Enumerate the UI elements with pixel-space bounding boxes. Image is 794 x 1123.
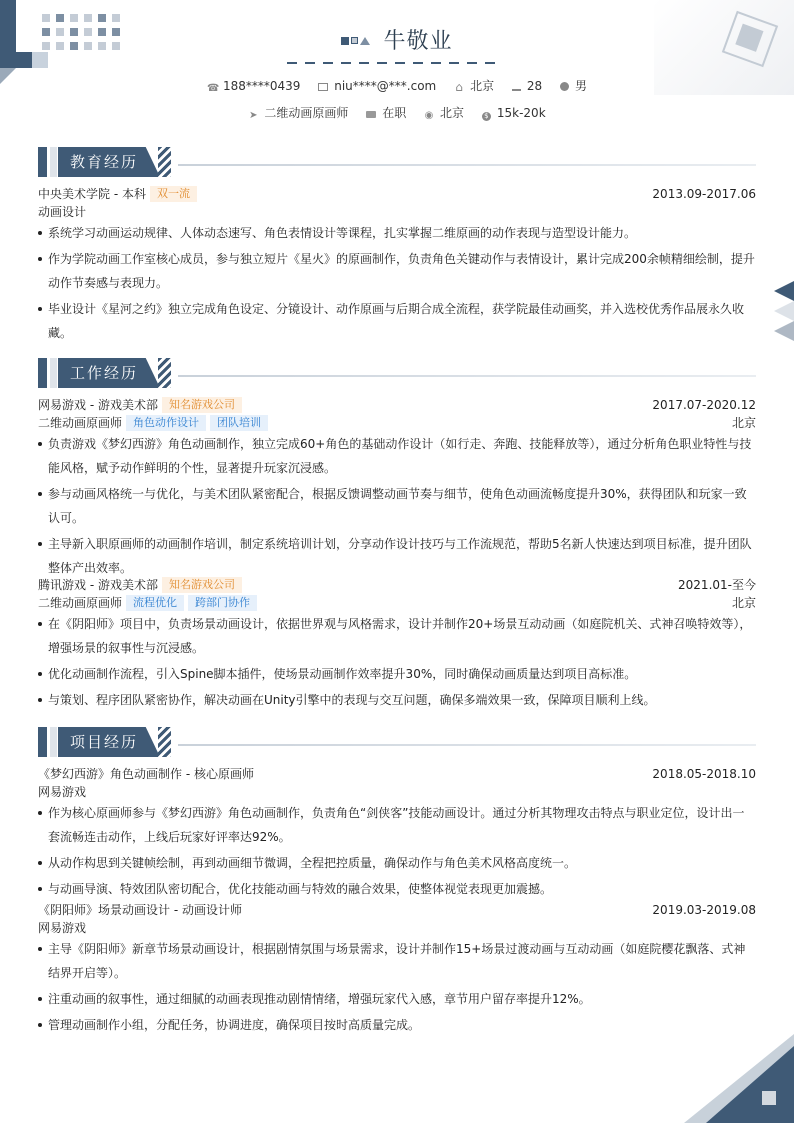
company-name: 腾讯游戏 - 游戏美术部 — [38, 578, 158, 592]
list-item: 作为核心原画师参与《梦幻西游》角色动画制作，负责角色“剑侠客”技能动画设计。通过分析其物理攻击特点与职业定位，设计出一套流畅连击动作，上线后玩家好评率达92%。 — [38, 801, 756, 849]
work-entry — [38, 397, 756, 414]
list-item: 管理动画制作小组，分配任务，协调进度，确保项目按时高质量完成。 — [38, 1013, 756, 1037]
project-title: 《阴阳师》场景动画设计 - 动画设计师 — [38, 903, 242, 917]
list-item: 主导新入职原画师的动画制作培训，制定系统培训计划，分享动作设计技巧与工作流规范，帮助5名新人快速达到项目标准，提升团队整体产出效率。 — [38, 532, 756, 580]
project-entry — [38, 766, 756, 783]
skill-tag: 跨部门协作 — [188, 595, 257, 611]
list-item: 与策划、程序团队紧密协作，解决动画在Unity引擎中的表现与交互问题，确保多端效果一致，保障项目顺利上线。 — [38, 688, 756, 712]
status-info: 在职 — [366, 104, 406, 121]
mail-icon — [318, 83, 328, 91]
job-info-row — [0, 104, 794, 121]
contact-info-row — [0, 77, 794, 94]
list-item: 优化动画制作流程，引入Spine脚本插件，使场景动画制作效率提升30%，同时确保动画质量达到项目高标准。 — [38, 662, 756, 686]
role-row — [38, 595, 756, 612]
job-role: 二维动画原画师 — [38, 596, 123, 610]
phone-info: ☎188****0439 — [207, 79, 300, 94]
project-title: 《梦幻西游》角色动画制作 - 核心原画师 — [38, 767, 254, 781]
list-item: 与动画导演、特效团队密切配合，优化技能动画与特效的融合效果，使整体视觉表现更加震撼。 — [38, 877, 756, 901]
gender-icon — [560, 82, 569, 91]
date-range: 2019.03-2019.08 — [652, 903, 756, 917]
skill-tag: 团队培训 — [210, 415, 268, 431]
home-info: ⌂ 北京 — [454, 77, 494, 94]
skill-tag: 角色动作设计 — [126, 415, 206, 431]
section-header-work — [38, 358, 756, 388]
project-org-row — [38, 784, 756, 801]
list-item: 系统学习动画运动规律、人体动态速写、角色表情设计等课程，扎实掌握二维原画的动作表现与造型设计能力。 — [38, 221, 756, 245]
major-row — [38, 204, 756, 221]
list-item: 参与动画风格统一与优化，与美术团队紧密配合，根据反馈调整动画节奏与细节，使角色动画流畅度提升30%，获得团队和玩家一致认可。 — [38, 482, 756, 530]
location-pin-icon — [424, 111, 434, 121]
triangle-decoration — [774, 281, 794, 301]
list-item: 毕业设计《星河之约》独立完成角色设定、分镜设计、动作原画与后期合成全流程，获学院最佳动画奖，并入选校优秀作品展永久收藏。 — [38, 297, 756, 345]
date-range: 2021.01-至今 — [678, 578, 756, 592]
email-info: niu****@***.com — [318, 79, 436, 93]
triangle-decoration — [774, 301, 794, 321]
company-tag: 知名游戏公司 — [162, 577, 242, 593]
role-row — [38, 415, 756, 432]
date-range: 2018.05-2018.10 — [652, 767, 756, 781]
gender-info: 男 — [560, 77, 587, 94]
salary-info: $ 15k-20k — [482, 106, 546, 121]
section-title: 项目经历 — [70, 733, 139, 751]
list-item: 在《阴阳师》项目中，负责场景动画设计，依据世界观与风格需求，设计并制作20+场景互动动画（如庭院机关、式神召唤特效等），增强场景的叙事性与沉浸感。 — [38, 612, 756, 660]
candidate-name: 牛敬业 — [383, 29, 453, 54]
list-item: 负责游戏《梦幻西游》角色动画制作，独立完成60+角色的基础动作设计（如行走、奔跑、技能释放等），通过分析角色职业特性与技能风格，赋予动作鲜明的个性，显著提升玩家沉浸感。 — [38, 432, 756, 480]
job-city: 北京 — [731, 416, 756, 430]
phone-icon — [207, 84, 217, 94]
project-org-row — [38, 920, 756, 937]
company-tag: 知名游戏公司 — [162, 397, 242, 413]
cake-icon — [512, 83, 521, 91]
shapes-icon — [341, 30, 372, 49]
school-name: 中央美术学院 - 本科 — [38, 187, 146, 201]
project-bullets — [38, 937, 756, 1039]
job-role: 二维动画原画师 — [38, 416, 123, 430]
education-bullets — [38, 221, 756, 347]
list-item: 作为学院动画工作室核心成员，参与独立短片《星火》的原画制作，负责角色关键动作与表情设计，累计完成200余帧精细绘制，提升动作节奏感与表现力。 — [38, 247, 756, 295]
corner-decoration — [706, 1046, 794, 1123]
position-info: ➤二维动画原画师 — [248, 104, 348, 121]
briefcase-icon — [366, 111, 376, 118]
money-icon: $ — [482, 112, 491, 121]
city-info: ◉ 北京 — [424, 104, 464, 121]
corner-decoration — [762, 1091, 776, 1105]
project-bullets — [38, 801, 756, 903]
major: 动画设计 — [38, 205, 87, 219]
work-bullets — [38, 612, 756, 714]
school-tag: 双一流 — [150, 186, 197, 202]
list-item: 注重动画的叙事性，通过细腻的动画表现推动剧情情绪，增强玩家代入感，章节用户留存率提升12%。 — [38, 987, 756, 1011]
project-entry — [38, 902, 756, 919]
date-range: 2013.09-2017.06 — [652, 187, 756, 201]
section-header-education — [38, 147, 756, 177]
project-org: 网易游戏 — [38, 921, 87, 935]
work-bullets — [38, 432, 756, 582]
send-icon — [248, 111, 258, 121]
home-icon — [454, 82, 464, 92]
job-city: 北京 — [731, 596, 756, 610]
name-header — [0, 24, 794, 55]
date-range: 2017.07-2020.12 — [652, 398, 756, 412]
list-item: 从动作构思到关键帧绘制，再到动画细节微调，全程把控质量，确保动作与角色美术风格高度统一。 — [38, 851, 756, 875]
skill-tag: 流程优化 — [126, 595, 184, 611]
list-item: 主导《阴阳师》新章节场景动画设计，根据剧情氛围与场景需求，设计并制作15+场景过渡动画与互动动画（如庭院樱花飘落、式神结界开启等）。 — [38, 937, 756, 985]
section-title: 工作经历 — [70, 364, 139, 382]
company-name: 网易游戏 - 游戏美术部 — [38, 398, 158, 412]
name-underline — [287, 62, 497, 64]
age-info: 28 — [512, 79, 542, 93]
section-title: 教育经历 — [70, 153, 139, 171]
triangle-decoration — [774, 321, 794, 341]
section-header-project — [38, 727, 756, 757]
work-entry — [38, 577, 756, 594]
education-entry — [38, 186, 756, 203]
project-org: 网易游戏 — [38, 785, 87, 799]
